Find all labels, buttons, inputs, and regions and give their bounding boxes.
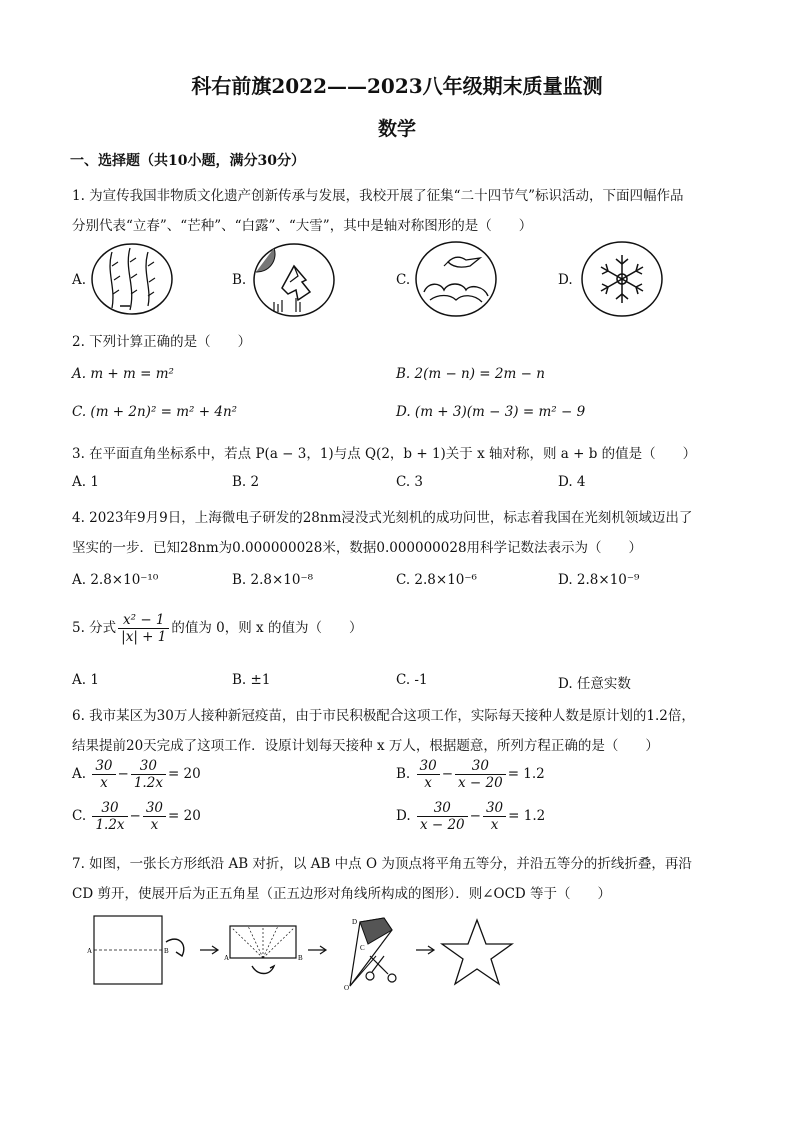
- label-o: O: [344, 984, 350, 992]
- q6-c-rhs: = 20: [168, 808, 201, 824]
- q1-line1: 1. 为宣传我国非物质文化遗产创新传承与发展，我校开展了征集“二十四节气”标识活动，下面四幅作品: [72, 188, 684, 204]
- q4-option-c: C. 2.8×10⁻⁶: [396, 572, 477, 588]
- q1-option-a-label: A.: [72, 272, 87, 288]
- q5-option-a: A. 1: [72, 672, 99, 688]
- label-d: D: [352, 918, 358, 926]
- q2-option-b: B. 2(m − n) = 2m − n: [396, 366, 545, 382]
- q5-option-c: C. -1: [396, 672, 428, 688]
- scissors-icon: [366, 956, 396, 982]
- q6-b-frac2: [455, 758, 506, 791]
- q6-line1: 6. 我市某区为30万人接种新冠疫苗，由于市民积极配合这项工作，实际每天接种人数是原计划的1.2倍，: [72, 708, 695, 724]
- q6-c-frac2: [143, 800, 166, 833]
- q6-b-n1: 30: [417, 758, 440, 775]
- q7-line1: 7. 如图，一张长方形纸沿 AB 对折，以 AB 中点 O 为顶点将平角五等分，并沿五等分的折线折叠，再沿: [72, 856, 692, 872]
- q6-a-label: A.: [72, 766, 87, 782]
- q5-denominator: |x| + 1: [121, 629, 167, 645]
- q5-stem: [72, 612, 362, 645]
- q3-option-c: C. 3: [396, 474, 424, 490]
- lichun-bamboo-icon: [90, 242, 174, 316]
- q6-a-frac1: [92, 758, 115, 791]
- label-c: C: [360, 944, 365, 952]
- label-b1: B: [164, 947, 169, 955]
- q3-option-b: B. 2: [232, 474, 260, 490]
- q6-d-d1: x − 20: [419, 817, 465, 833]
- q1-option-d-label: D.: [558, 272, 573, 288]
- q6-c-n2: 30: [143, 800, 166, 817]
- q6-d-op: −: [469, 808, 481, 824]
- q6-a-op: −: [117, 766, 129, 782]
- label-a2: A: [224, 954, 230, 962]
- fold-arrow-2: [252, 966, 274, 974]
- q5-prefix: 5. 分式: [72, 620, 117, 636]
- q5-option-d: D. 任意实数: [558, 676, 631, 692]
- q6-option-b: [396, 758, 545, 791]
- q4-line2: 坚实的一步．已知28nm为0.000000028米，数据0.000000028用科学记数法表示为（ ）: [72, 540, 643, 556]
- q3-option-d: D. 4: [558, 474, 586, 490]
- q6-d-frac2: [483, 800, 506, 833]
- q3-option-a: A. 1: [72, 474, 99, 490]
- q6-c-frac1: [92, 800, 127, 833]
- q6-a-d2: 1.2x: [133, 775, 163, 791]
- q6-a-d1: x: [100, 775, 108, 791]
- q6-a-n2: 30: [131, 758, 166, 775]
- q6-d-rhs: = 1.2: [508, 808, 546, 824]
- five-point-star: [442, 920, 512, 984]
- q3-stem: 3. 在平面直角坐标系中，若点 P(a − 3，1)与点 Q(2，b + 1)关于 x 轴对称，则 a + b 的值是（ ）: [72, 446, 697, 462]
- q1-line2: 分别代表“立春”、“芒种”、“白露”、“大雪”，其中是轴对称图形的是（ ）: [72, 218, 533, 234]
- q4-line1: 4. 2023年9月9日，上海微电子研发的28nm浸没式光刻机的成功问世，标志着我国在光刻机领域迈出了: [72, 510, 693, 526]
- q6-b-rhs: = 1.2: [507, 766, 545, 782]
- q6-option-a: [72, 758, 201, 791]
- exam-title: 科右前旗2022——2023八年级期末质量监测: [191, 74, 603, 98]
- q6-c-op: −: [129, 808, 141, 824]
- q6-c-d1: 1.2x: [95, 817, 125, 833]
- q6-b-d2: x − 20: [458, 775, 503, 791]
- q6-a-n1: 30: [92, 758, 115, 775]
- subject-title: 数学: [377, 118, 416, 140]
- q2-option-a: A. m + m = m²: [72, 366, 174, 382]
- q6-a-rhs: = 20: [167, 766, 201, 782]
- cut-region: [360, 918, 392, 944]
- q6-d-d2: x: [490, 817, 499, 833]
- q2-option-d: D. (m + 3)(m − 3) = m² − 9: [396, 404, 586, 420]
- q4-option-d: D. 2.8×10⁻⁹: [558, 572, 640, 588]
- mangzhong-sun-icon: [252, 242, 336, 318]
- bailu-bird-icon: [414, 240, 498, 318]
- star-folding-figure: [86, 912, 516, 992]
- label-a1: A: [87, 947, 93, 955]
- step-arrow-1: [200, 946, 218, 954]
- q2-option-c: C. (m + 2n)² = m² + 4n²: [72, 404, 238, 420]
- q1-option-c-label: C.: [396, 272, 411, 288]
- q6-d-label: D.: [396, 808, 411, 824]
- q6-d-n1: 30: [417, 800, 468, 817]
- q6-c-n1: 30: [92, 800, 127, 817]
- q5-numerator: x² − 1: [118, 612, 169, 629]
- q6-b-d1: x: [424, 775, 432, 791]
- q4-option-b: B. 2.8×10⁻⁸: [232, 572, 313, 588]
- q6-a-frac2: [131, 758, 166, 791]
- q6-b-label: B.: [396, 766, 411, 782]
- q6-line2: 结果提前20天完成了这项工作．设原计划每天接种 x 万人，根据题意，所列方程正确的是（ ）: [72, 738, 659, 754]
- q6-b-n2: 30: [455, 758, 506, 775]
- q6-option-c: [72, 800, 201, 833]
- q1-option-b-label: B.: [232, 272, 247, 288]
- q2-stem: 2. 下列计算正确的是（ ）: [72, 334, 252, 350]
- step-arrow-2: [308, 946, 326, 954]
- q4-option-a: A. 2.8×10⁻¹⁰: [72, 572, 159, 588]
- q5-fraction: [118, 612, 169, 645]
- daxue-snowflake-icon: [580, 240, 664, 318]
- q6-d-frac1: [417, 800, 468, 833]
- q6-b-op: −: [441, 766, 454, 782]
- q6-c-label: C.: [72, 808, 87, 824]
- q6-option-d: [396, 800, 545, 833]
- q5-suffix: 的值为 0，则 x 的值为（ ）: [171, 620, 363, 636]
- q6-b-frac1: [417, 758, 440, 791]
- q6-d-n2: 30: [483, 800, 506, 817]
- label-b2: B: [298, 954, 303, 962]
- q5-option-b: B. ±1: [232, 672, 271, 688]
- q6-c-d2: x: [150, 817, 159, 833]
- section-heading: 一、选择题（共10小题，满分30分）: [70, 153, 305, 169]
- q7-line2: CD 剪开，使展开后为正五角星（正五边形对角线所构成的图形）．则∠OCD 等于（ ）: [72, 886, 612, 902]
- step-arrow-3: [416, 946, 434, 954]
